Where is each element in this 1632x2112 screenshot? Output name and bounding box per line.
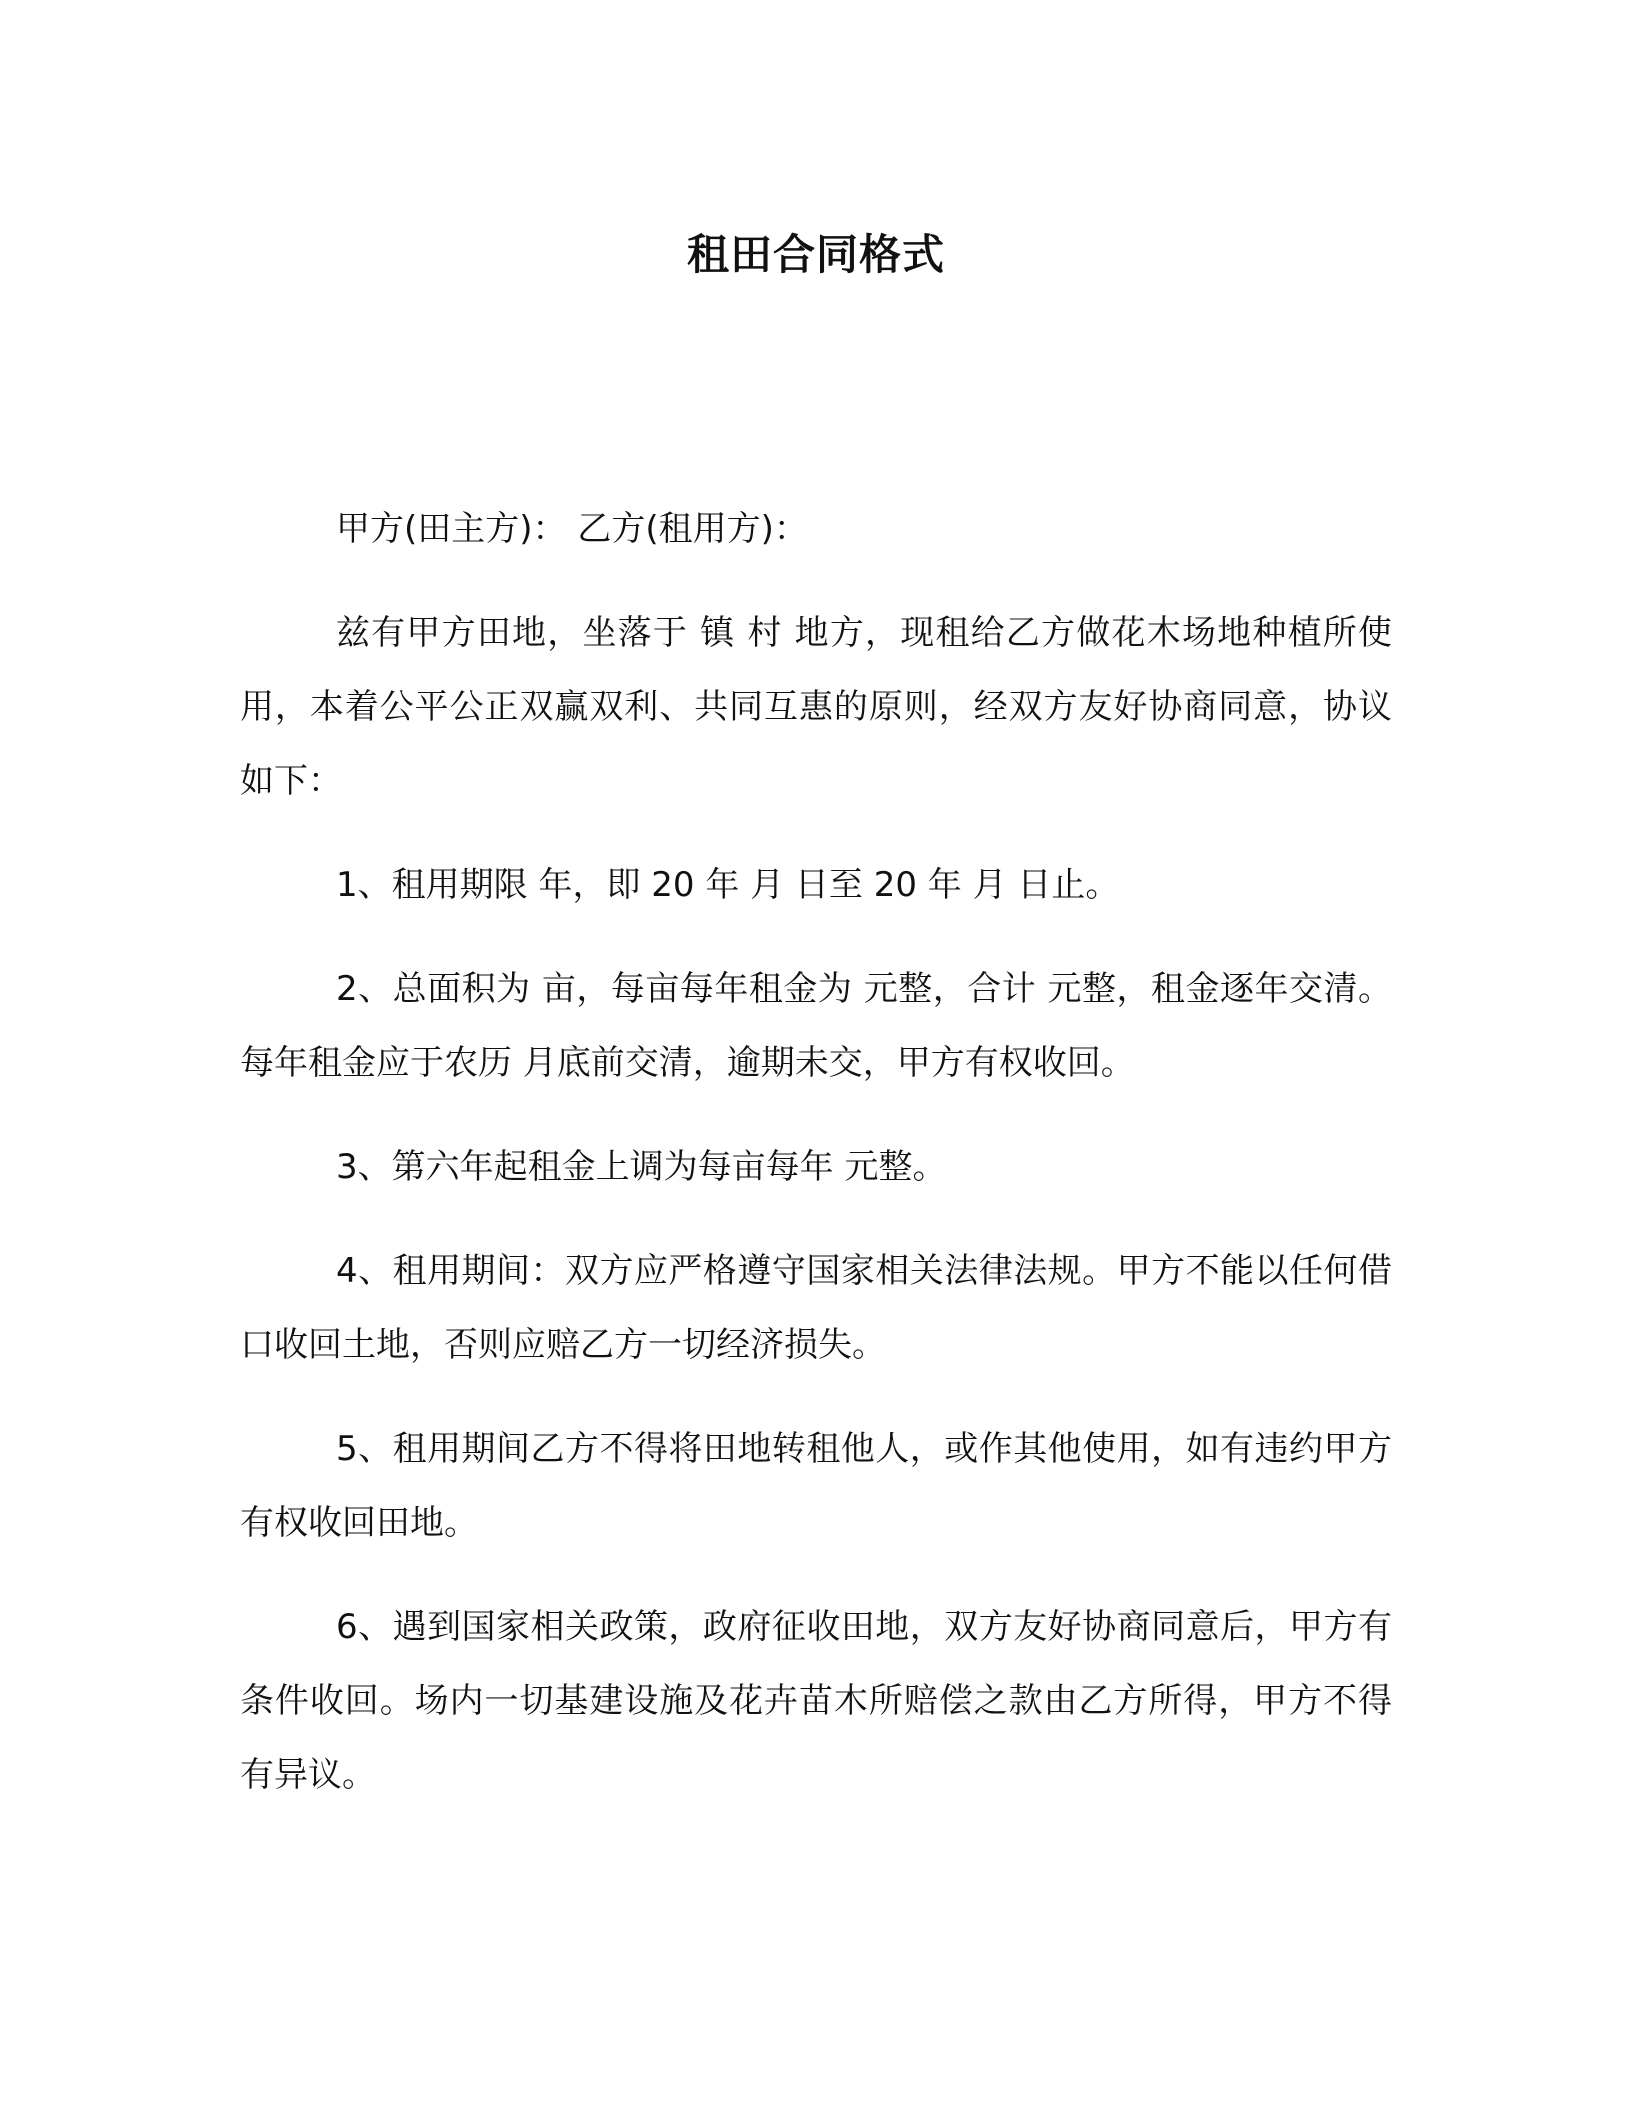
clause-3: 3、第六年起租金上调为每亩每年 元整。 <box>336 1147 947 1187</box>
clause-6: 6、遇到国家相关政策，政府征收田地，双方友好协商同意后，甲方有条件收回。场内一切基建设施及花卉苗木所赔偿之款由乙方所得，甲方不得有异议。 <box>240 1607 1392 1795</box>
clause-1: 1、租用期限 年，即 20 年 月 日至 20 年 月 日止。 <box>336 865 1120 905</box>
document-title: 租田合同格式 <box>686 230 945 279</box>
preamble-paragraph: 兹有甲方田地，坐落于 镇 村 地方，现租给乙方做花木场地种植所使用，本着公平公正双赢双利、共同互惠的原则，经双方友好协商同意，协议如下： <box>240 613 1392 801</box>
document-body <box>240 492 1392 1842</box>
clause-5: 5、租用期间乙方不得将田地转租他人，或作其他使用，如有违约甲方有权收回田地。 <box>240 1429 1392 1543</box>
parties-line: 甲方(田主方)： 乙方(租用方)： <box>336 509 808 549</box>
clause-4: 4、租用期间：双方应严格遵守国家相关法律法规。甲方不能以任何借口收回土地，否则应赔乙方一切经济损失。 <box>240 1251 1392 1365</box>
clause-2: 2、总面积为 亩，每亩每年租金为 元整，合计 元整，租金逐年交清。每年租金应于农历 月底前交清，逾期未交，甲方有权收回。 <box>240 969 1392 1083</box>
